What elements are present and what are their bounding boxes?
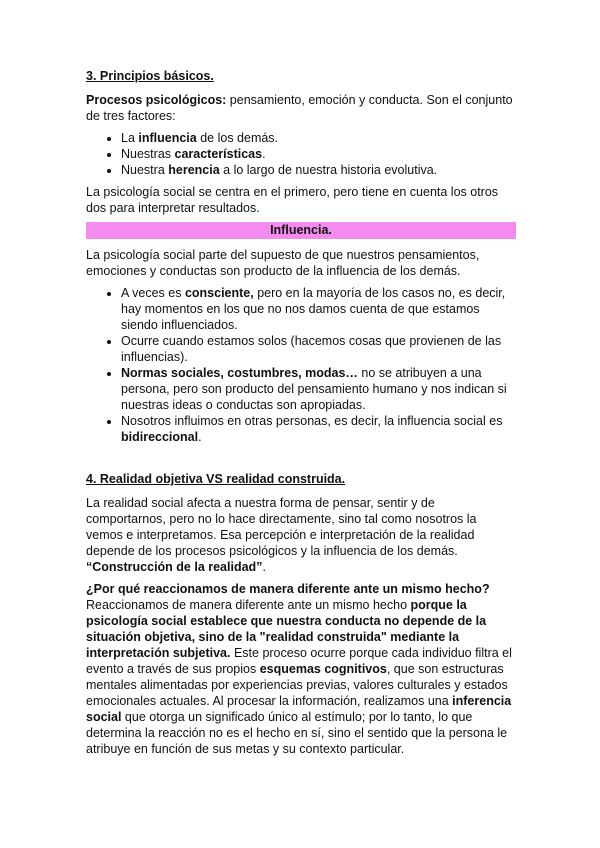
influencia-list-item <box>121 285 516 333</box>
text-run: que otorga un significado único al estímulo; por lo tanto, lo que determina la reacción no es el hecho en sí, sino el sentido que la persona le atribuye en función de sus metas y su contexto particular. <box>86 710 508 756</box>
influencia-banner: Influencia. <box>86 222 516 239</box>
document-page <box>86 68 516 763</box>
section-3-intro <box>86 92 516 124</box>
bold-text: porque la psicología social establece que nuestra conducta no depende de la situación objetiva, sino de la "realidad construida" mediante la interpretación subjetiva. <box>86 598 487 660</box>
bold-text: Procesos psicológicos: <box>86 93 227 107</box>
bold-text: Normas sociales, costumbres, modas… <box>121 366 358 380</box>
text-run: Reaccionamos de manera diferente ante un mismo hecho <box>86 598 411 612</box>
bold-text: “Construcción de la realidad” <box>86 560 263 574</box>
bold-text: características <box>174 147 263 161</box>
section-4-heading: 4. Realidad objetiva VS realidad construida. <box>86 472 346 486</box>
influencia-list <box>86 285 516 445</box>
text-run: a lo largo de nuestra historia evolutiva. <box>219 163 438 177</box>
text-run: . <box>262 147 266 161</box>
bold-text: influencia <box>138 131 197 145</box>
section-3-list-item <box>121 146 516 162</box>
text-run: . <box>198 430 202 444</box>
influencia-list-item <box>121 333 516 365</box>
influencia-list-item <box>121 413 516 445</box>
bold-text: bidireccional <box>121 430 199 444</box>
text-run: pero en la mayoría de los casos no, es decir, hay momentos en los que no nos damos cuenta de que estamos siendo influenciados. <box>121 286 506 332</box>
section-3-closing: La psicología social se centra en el primero, pero tiene en cuenta los otros dos para interpretar resultados. <box>86 185 499 215</box>
text-run: La realidad social afecta a nuestra forma de pensar, sentir y de comportarnos, pero no lo hace directamente, sino tal como nosotros la vemos e interpretamos. Esa percepción e interpretación de la realidad depende de los procesos psicológicos y la influencia de los demás. <box>86 496 477 558</box>
section-3-list-item <box>121 162 516 178</box>
bold-text: consciente, <box>184 286 254 300</box>
text-run: A veces es <box>121 286 185 300</box>
text-run: Nuestra <box>121 163 169 177</box>
section-3-heading: 3. Principios básicos. <box>86 69 214 83</box>
section-4-paragraph-1 <box>86 495 516 575</box>
section-spacer <box>86 451 516 471</box>
text-run: Nosotros influimos en otras personas, es decir, la influencia social es <box>121 414 503 428</box>
text-run: Este proceso ocurre porque cada individuo filtra el evento a través de sus propios <box>86 646 512 676</box>
text-run: . <box>262 560 266 574</box>
text-run: La <box>121 131 139 145</box>
text-run: de los demás. <box>196 131 279 145</box>
section-3-list <box>86 130 516 178</box>
section-4-paragraph-2 <box>86 581 516 757</box>
text-run: Ocurre cuando estamos solos (hacemos cosas que provienen de las influencias). <box>121 334 502 364</box>
influencia-list-item <box>121 365 516 413</box>
bold-text: inferencia social <box>86 694 512 724</box>
text-run: , que son estructuras mentales alimentadas por experiencias previas, valores culturales y estados emocionales actuales. Al procesar la información, realizamos una <box>86 662 508 708</box>
text-run: no se atribuyen a una persona, pero son producto del pensamiento humano y nos indican si nuestras ideas o conductas son apropiadas. <box>121 366 507 412</box>
bold-text: herencia <box>168 163 220 177</box>
text-run: pensamiento, emoción y conducta. Son el conjunto de tres factores: <box>86 93 513 123</box>
influencia-intro: La psicología social parte del supuesto de que nuestros pensamientos, emociones y conductas son producto de la influencia de los demás. <box>86 248 480 278</box>
text-run: Nuestras <box>121 147 175 161</box>
bold-text: ¿Por qué reaccionamos de manera diferente ante un mismo hecho? <box>86 582 490 596</box>
section-3-list-item <box>121 130 516 146</box>
bold-text: esquemas cognitivos <box>259 662 387 676</box>
